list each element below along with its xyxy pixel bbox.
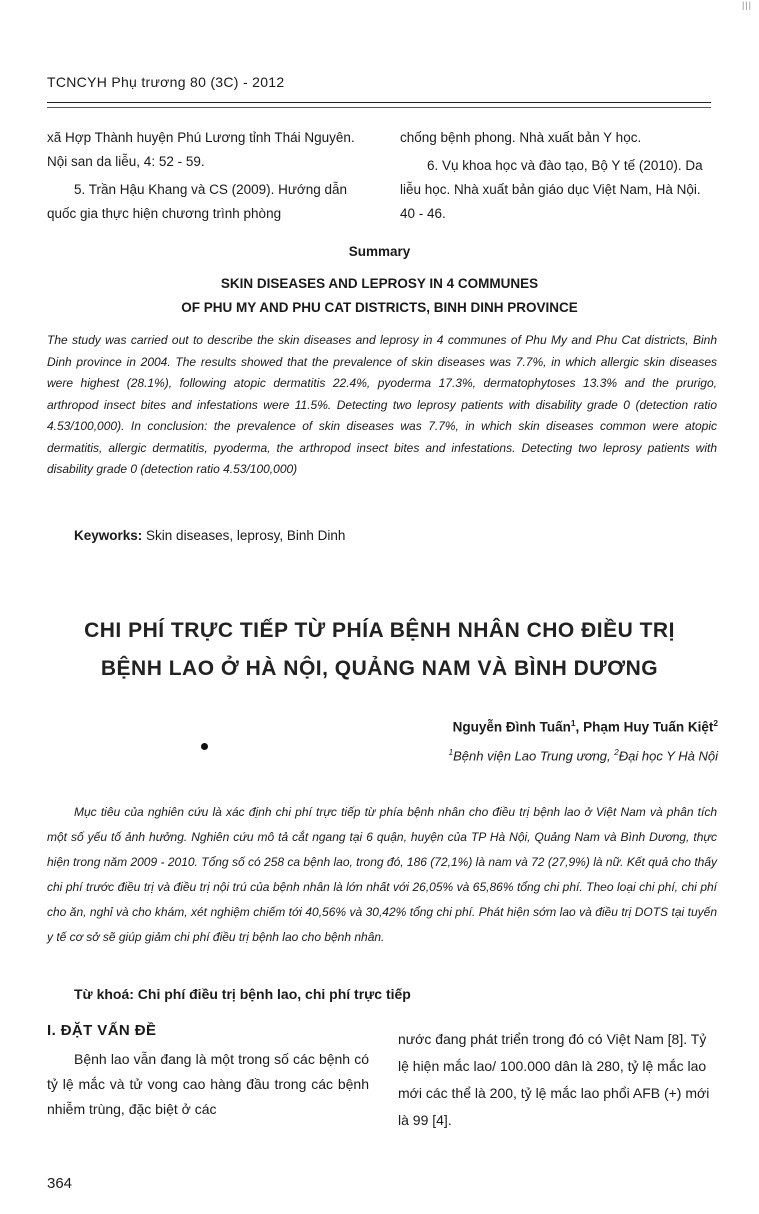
affiliation-mark: 1: [448, 748, 454, 757]
body-left-column: [47, 1018, 369, 1122]
references-left-column: [47, 126, 377, 226]
reference-item: chống bệnh phong. Nhà xuất bản Y học.: [400, 130, 642, 145]
author-affiliation-mark: 1: [570, 718, 576, 728]
header-rule-thin: [47, 107, 711, 108]
body-paragraph: nước đang phát triển trong đó có Việt Nam [8]. Tỷ lệ hiện mắc lao/ 100.000 dân là 280, tỷ lệ mắc lao mới các thể là 200, tỷ lệ mắc lao phổi AFB (+) mới là 99 [4].: [398, 1031, 710, 1128]
page-number: 364: [47, 1175, 73, 1192]
vietnamese-keywords: Từ khoá: Chi phí điều trị bệnh lao, chi phí trực tiếp: [74, 986, 411, 1002]
affiliation-text: Đại học Y Hà Nội: [618, 748, 718, 764]
journal-header: TCNCYH Phụ trương 80 (3C) - 2012: [47, 74, 285, 90]
english-title-line: OF PHU MY AND PHU CAT DISTRICTS, BINH DINH PROVINCE: [181, 300, 578, 315]
body-right-column: [398, 1026, 718, 1134]
affiliation-mark: 2: [614, 748, 619, 757]
bullet-dot: [201, 743, 208, 750]
english-abstract: The study was carried out to describe the skin diseases and leprosy in 4 communes of Phu My and Phu Cat districts, Binh Dinh province in 2004. The results showed that the prevalence of skin diseases was 7.7%, in which allergic skin diseases were highest (28.1%), following atopic dermatitis 22.4%, pyoderma 17.3%, dermatophytoses 13.3% and the prurigo, arthropod insect bites and infestations were 11.5%. Detecting two leprosy patients with disability grade 0 (detection ratio 4.53/100,000). In conclusion: the prevalence of skin diseases was 7.7%, in which skin diseases common were atopic dermatitis, allergic dermatitis, pyoderma, the arthropod insect bites and infestations. Detecting two leprosy patients with disability grade 0 (detection ratio 4.53/100,000): [47, 333, 717, 476]
section-heading: I. ĐẶT VẤN ĐỀ: [47, 1022, 157, 1039]
header-rule: [47, 102, 711, 103]
english-title: [0, 272, 759, 320]
reference-item: 5. Trần Hậu Khang và CS (2009). Hướng dẫn quốc gia thực hiện chương trình phòng: [47, 182, 348, 221]
author-name: Phạm Huy Tuấn Kiệt: [583, 719, 714, 735]
authors: [300, 718, 718, 735]
vietnamese-abstract: Mục tiêu của nghiên cứu là xác định chi phí trực tiếp từ phía bệnh nhân cho điều trị bệnh lao ở Việt Nam và phân tích một số yếu tố ảnh hưởng. Nghiên cứu mô tả cắt ngang tại 6 quận, huyện của TP Hà Nội, Quảng Nam và Bình Dương, thực hiện trong năm 2009 - 2010. Tổng số có 258 ca bệnh lao, trong đó, 186 (72,1%) là nam và 72 (27,9%) là nữ. Kết quả cho thấy chi phí trước điều trị và điều trị nội trú của bệnh nhân là lớn nhất với 26,05% và 65,86% tổng chi phí. Theo loại chi phí, chi phí cho ăn, nghỉ và cho khám, xét nghiệm chiếm tới 40,56% và 30,42% tổng chi phí. Phát hiện sớm lao và điều trị DOTS tại tuyến y tế cơ sở sẽ giúp giảm chi phí điều trị bệnh lao cho bệnh nhân.: [47, 805, 717, 944]
affiliation-text: Bệnh viện Lao Trung ương,: [453, 748, 615, 764]
article-title: [40, 612, 719, 688]
article-title-line: BỆNH LAO Ở HÀ NỘI, QUẢNG NAM VÀ BÌNH DƯƠNG: [100, 657, 659, 680]
reference-item: 6. Vụ khoa học và đào tạo, Bộ Y tế (2010). Da liễu học. Nhà xuất bản giáo dục Việt Nam, Hà Nội. 40 - 46.: [400, 158, 703, 221]
author-name: Nguyễn Đình Tuấn: [452, 719, 571, 735]
author-affiliation-mark: 2: [713, 718, 718, 728]
article-title-line: CHI PHÍ TRỰC TIẾP TỪ PHÍA BỆNH NHÂN CHO ĐIỀU TRỊ: [84, 619, 675, 642]
affiliations: [300, 748, 718, 763]
author-separator: ,: [575, 719, 584, 735]
reference-item: xã Hợp Thành huyện Phú Lương tỉnh Thái Nguyên. Nội san da liễu, 4: 52 - 59.: [47, 130, 355, 169]
english-title-line: SKIN DISEASES AND LEPROSY IN 4 COMMUNES: [220, 276, 539, 291]
references-right-column: [400, 126, 718, 226]
english-keywords: [74, 528, 345, 543]
keywords-text: Skin diseases, leprosy, Binh Dinh: [146, 528, 346, 543]
summary-heading: Summary: [348, 244, 411, 259]
corner-mark: |||: [742, 0, 753, 10]
body-paragraph: Bệnh lao vẫn đang là một trong số các bệnh có tỷ lệ mắc và tử vong cao hàng đầu trong các bệnh nhiễm trùng, đặc biệt ở các: [47, 1051, 369, 1117]
keywords-label: Keyworks:: [74, 528, 143, 543]
